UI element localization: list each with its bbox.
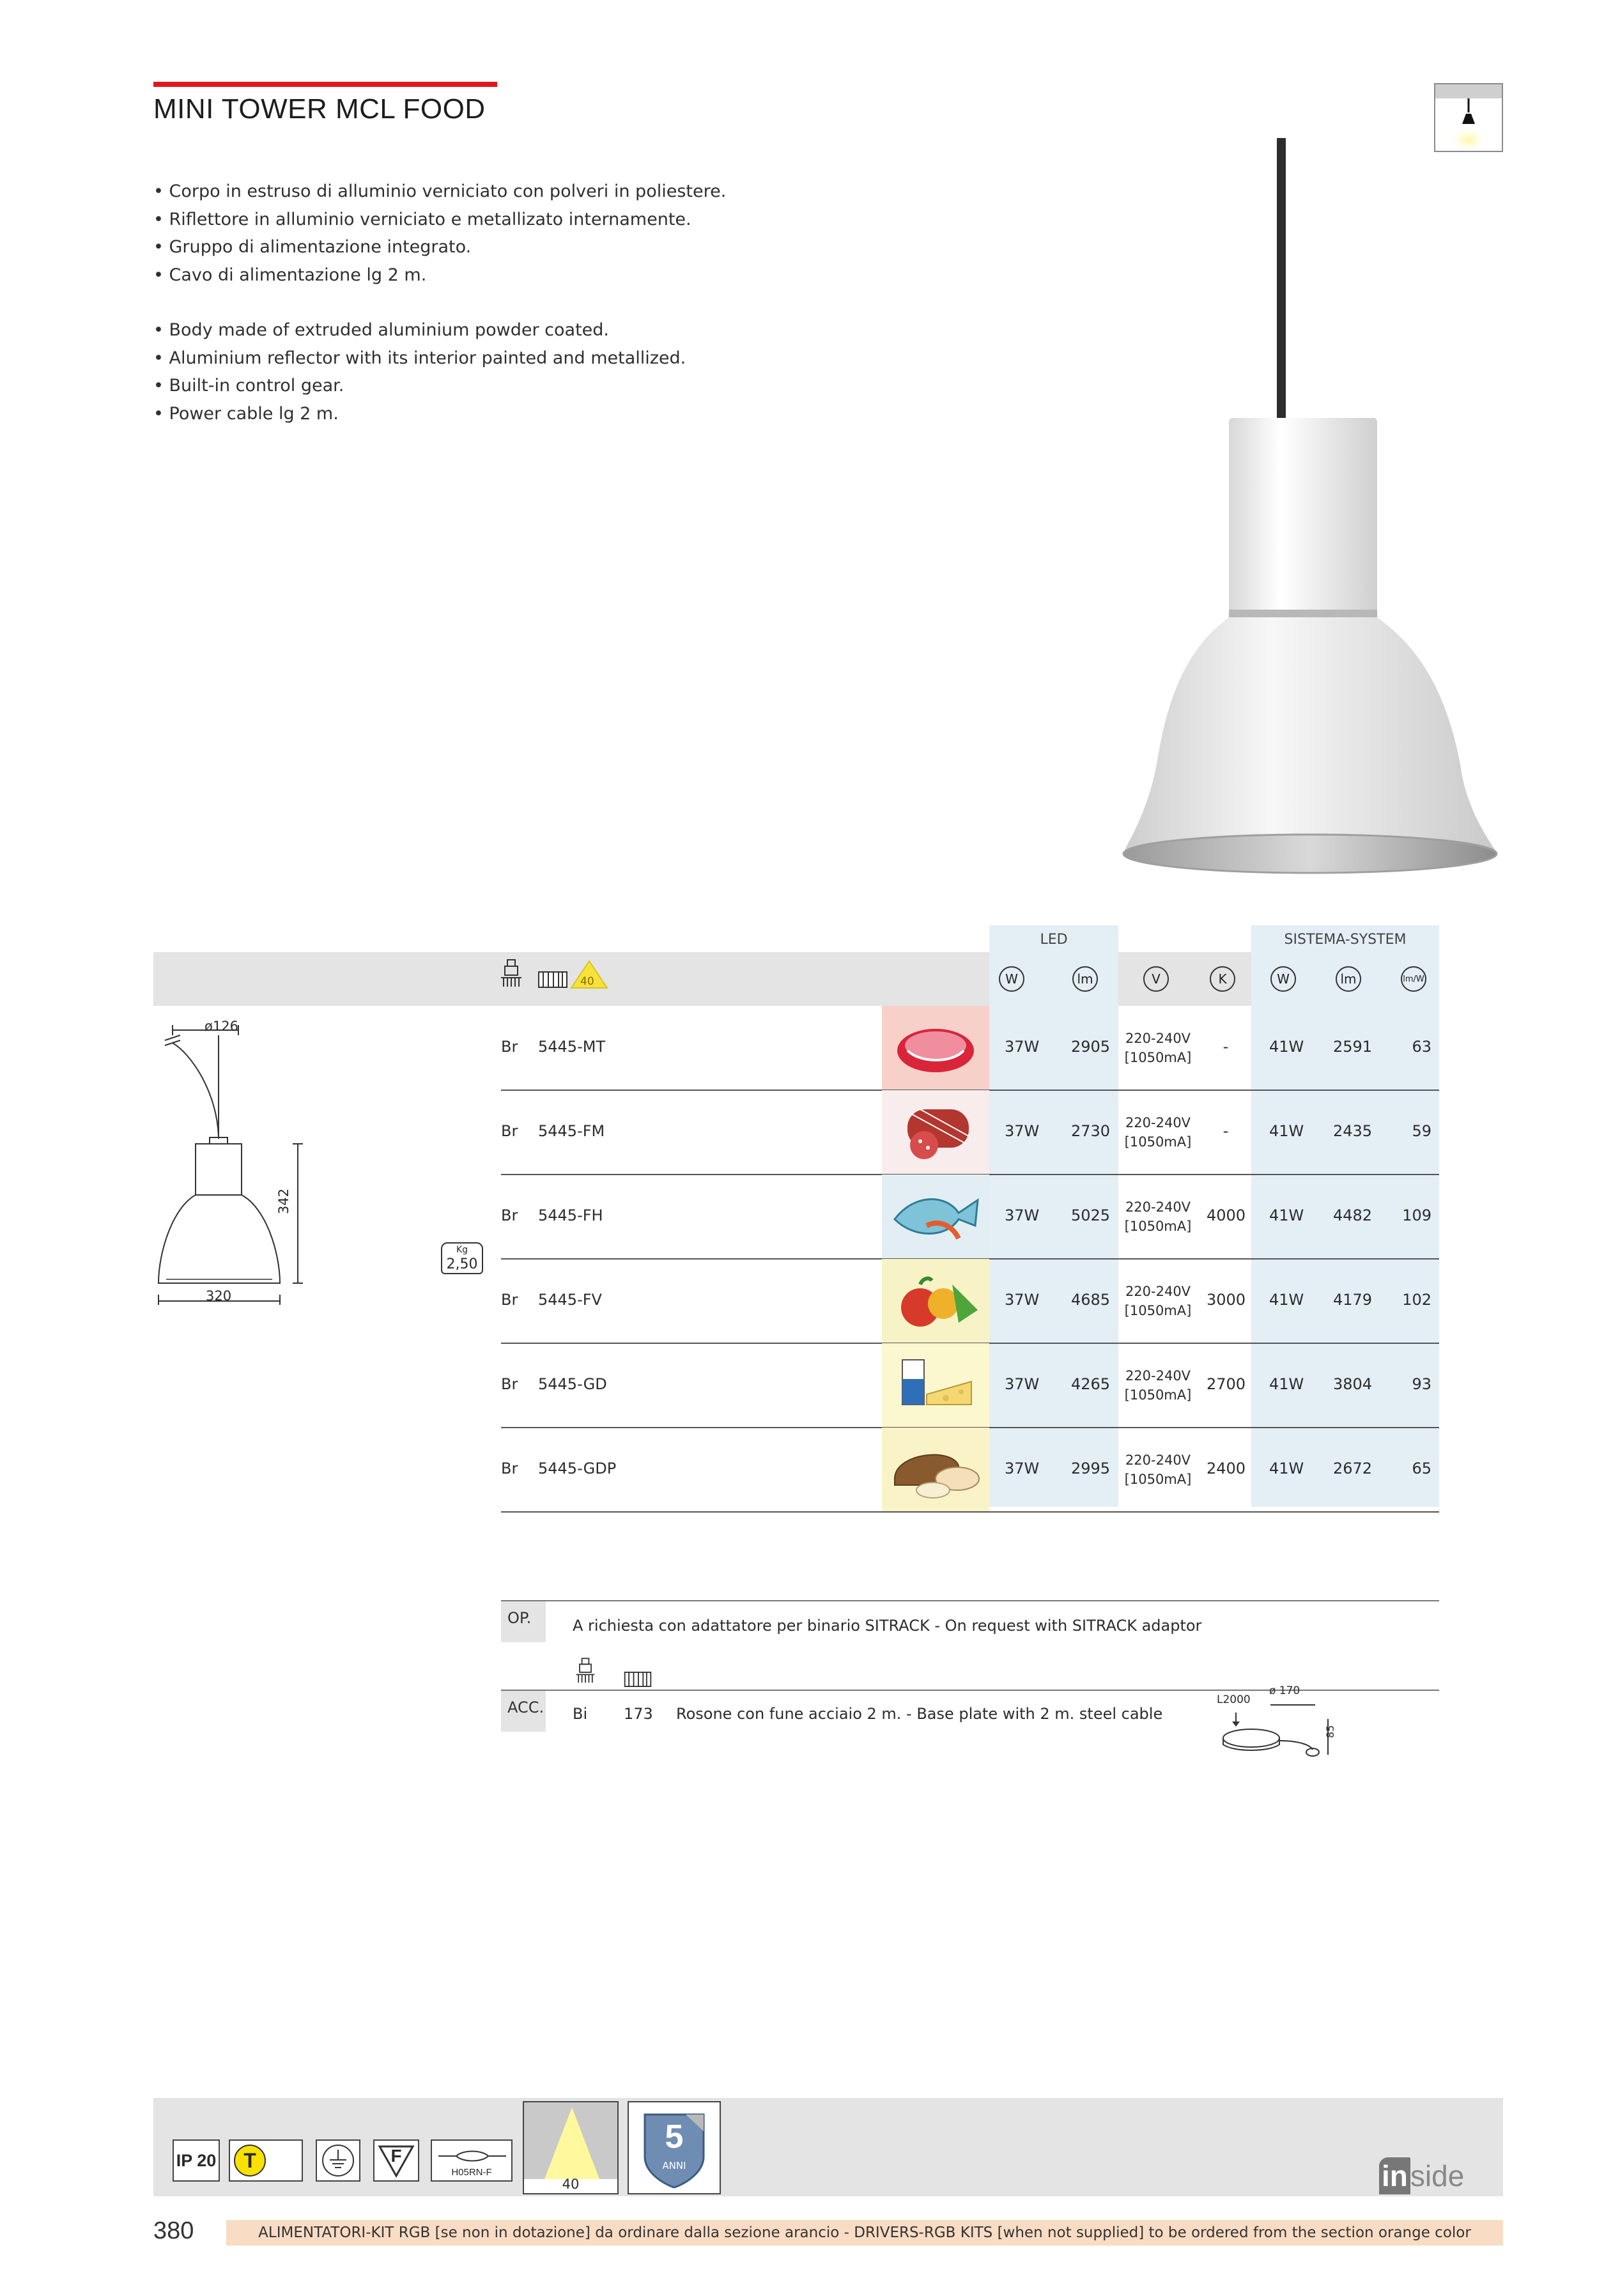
voltage-current	[1120, 1198, 1196, 1236]
system-efficacy: 63	[1412, 1038, 1431, 1056]
food-category-image	[882, 1006, 989, 1090]
description-italian	[153, 178, 726, 289]
drivers-note: ALIMENTATORI-KIT RGB [se non in dotazione] da ordinare dalla sezione arancio - DRIVERS-RGB KITS [when not supplied] to be ordered from the section orange color	[226, 2220, 1503, 2246]
color-temperature: 2400	[1207, 1460, 1246, 1477]
finish-code: Br	[501, 1038, 518, 1056]
drive-current: [1050mA]	[1124, 1387, 1192, 1403]
fish-icon	[882, 1175, 989, 1259]
warranty-years: 5	[665, 2118, 684, 2155]
voltage: 220-240V	[1125, 1199, 1191, 1215]
page-number: 380	[153, 2217, 194, 2244]
system-watt: 41W	[1269, 1375, 1304, 1393]
system-watt-icon: W	[1270, 966, 1296, 992]
f-mark-letter: F	[390, 2146, 402, 2166]
voltage-current	[1120, 1029, 1196, 1067]
system-watt: 41W	[1269, 1291, 1304, 1309]
description-line: • Riflettore in alluminio verniciato e metallizato internamente.	[153, 209, 691, 229]
accessory-description: Rosone con fune acciaio 2 m. - Base plate with 2 m. steel cable	[676, 1705, 1163, 1723]
system-watt: 41W	[1269, 1460, 1304, 1477]
product-description	[153, 178, 726, 455]
accessories-label: ACC.	[501, 1691, 546, 1732]
t-mark-icon: T	[234, 2145, 266, 2177]
product-code: 5445-MT	[538, 1038, 606, 1056]
system-group-label: SISTEMA-SYSTEM	[1284, 932, 1407, 948]
width-dimension: 320	[206, 1288, 232, 1304]
product-code: 5445-FV	[538, 1291, 602, 1309]
system-efficacy: 59	[1412, 1122, 1431, 1140]
finish-code: Br	[501, 1460, 518, 1477]
options-label: OP.	[501, 1601, 546, 1642]
ip20-badge: IP 20	[173, 2139, 220, 2182]
led-watt: 37W	[1005, 1038, 1040, 1056]
voltage-current	[1120, 1113, 1196, 1152]
finish-code: Br	[501, 1375, 518, 1393]
cable-type-badge	[431, 2139, 513, 2182]
salami-icon	[882, 1090, 989, 1175]
system-lumen: 2435	[1333, 1122, 1373, 1140]
voltage-current	[1120, 1451, 1196, 1489]
efficacy-icon: lm/W	[1401, 966, 1426, 992]
cable-type-label: H05RN-F	[451, 2167, 492, 2178]
system-watt: 41W	[1269, 1206, 1304, 1224]
voltage-current	[1120, 1282, 1196, 1320]
brand-in: in	[1379, 2157, 1410, 2194]
led-lumen: 5025	[1071, 1206, 1111, 1224]
led-watt: 37W	[1005, 1206, 1040, 1224]
accessory-code: 173	[624, 1705, 653, 1723]
system-efficacy: 65	[1412, 1460, 1431, 1477]
warranty-badge	[628, 2101, 721, 2194]
options-text: A richiesta con adattatore per binario SITRACK - On request with SITRACK adaptor	[573, 1617, 1202, 1635]
drive-current: [1050mA]	[1124, 1303, 1192, 1318]
food-category-image	[882, 1090, 989, 1175]
led-watt: 37W	[1005, 1375, 1040, 1393]
system-lumen: 4179	[1333, 1291, 1373, 1309]
led-watt: 37W	[1005, 1460, 1040, 1477]
system-lumen-icon: lm	[1336, 966, 1361, 992]
watt-icon: W	[999, 966, 1024, 992]
voltage: 220-240V	[1125, 1368, 1191, 1383]
drive-current: [1050mA]	[1124, 1472, 1192, 1487]
ground-icon	[321, 2143, 355, 2178]
drive-current: [1050mA]	[1124, 1134, 1192, 1150]
options-divider	[501, 1600, 1439, 1601]
system-lumen: 4482	[1333, 1206, 1373, 1224]
description-line: • Built-in control gear.	[153, 376, 344, 396]
led-lumen: 4685	[1071, 1291, 1111, 1309]
led-lumen: 2905	[1071, 1038, 1111, 1056]
title-accent-bar	[153, 82, 497, 87]
drive-current: [1050mA]	[1124, 1219, 1192, 1234]
led-lumen: 4265	[1071, 1375, 1111, 1393]
color-temperature: 4000	[1207, 1206, 1246, 1224]
vegetables-icon	[882, 1259, 989, 1343]
product-code: 5445-GDP	[538, 1460, 617, 1477]
dairy-icon	[882, 1343, 989, 1428]
system-lumen: 2672	[1333, 1460, 1373, 1477]
inside-brand-logo	[1379, 2157, 1464, 2194]
color-temperature: 3000	[1207, 1291, 1246, 1309]
drive-current: [1050mA]	[1124, 1050, 1192, 1065]
color-temperature: -	[1223, 1122, 1229, 1140]
product-code: 5445-GD	[538, 1375, 607, 1393]
cable-icon	[437, 2148, 507, 2164]
voltage: 220-240V	[1125, 1284, 1191, 1299]
meat-icon	[882, 1006, 989, 1090]
led-lumen: 2730	[1071, 1122, 1111, 1140]
ceiling-mount-icon	[498, 959, 524, 990]
food-category-image	[882, 1428, 989, 1512]
base-plate-height: 85	[1324, 1725, 1336, 1738]
system-lumen: 3804	[1333, 1375, 1373, 1393]
ground-symbol-badge	[316, 2139, 360, 2182]
voltage: 220-240V	[1125, 1115, 1191, 1130]
brand-side: side	[1410, 2159, 1465, 2192]
volt-icon: V	[1143, 966, 1169, 992]
finish-code: Br	[501, 1122, 518, 1140]
description-line: • Corpo in estruso di alluminio verniciato con polveri in poliestere.	[153, 181, 727, 201]
weight-unit: Kg	[456, 1245, 468, 1255]
warranty-word: ANNI	[662, 2160, 686, 2171]
driver-included-icon	[624, 1672, 652, 1687]
system-watt: 41W	[1269, 1122, 1304, 1140]
diameter-dimension: ø126	[204, 1019, 238, 1034]
color-temperature: -	[1223, 1038, 1229, 1056]
weight-badge	[441, 1242, 483, 1274]
product-title: MINI TOWER MCL FOOD	[153, 93, 486, 125]
system-watt: 41W	[1269, 1038, 1304, 1056]
system-efficacy: 102	[1402, 1291, 1431, 1309]
finish-code: Br	[501, 1291, 518, 1309]
led-watt: 37W	[1005, 1122, 1040, 1140]
finish-code: Br	[501, 1206, 518, 1224]
base-plate-length: L2000	[1217, 1693, 1251, 1706]
led-lumen: 2995	[1071, 1460, 1111, 1477]
row-divider	[501, 1511, 1439, 1513]
description-english	[153, 316, 726, 428]
color-temperature: 2700	[1207, 1375, 1246, 1393]
f-mark-badge	[373, 2139, 419, 2182]
description-line: • Power cable lg 2 m.	[153, 403, 339, 424]
product-photo	[1112, 138, 1521, 879]
beam-angle-label: 40	[562, 2177, 580, 2192]
t-mark-badge	[229, 2139, 303, 2182]
food-category-image	[882, 1343, 989, 1428]
description-line: • Gruppo di alimentazione integrato.	[153, 237, 472, 257]
food-category-image	[882, 1175, 989, 1259]
description-line: • Cavo di alimentazione lg 2 m.	[153, 265, 427, 285]
base-plate-diameter: ø 170	[1269, 1684, 1300, 1697]
voltage: 220-240V	[1125, 1031, 1191, 1046]
driver-included-icon	[538, 971, 567, 988]
description-line: • Aluminium reflector with its interior painted and metallized.	[153, 348, 686, 368]
lumen-icon: lm	[1072, 966, 1098, 992]
product-code: 5445-FH	[538, 1206, 603, 1224]
led-watt: 37W	[1005, 1291, 1040, 1309]
voltage-current	[1120, 1366, 1196, 1405]
height-dimension: 342	[276, 1188, 291, 1214]
table-header-band	[153, 952, 1439, 1006]
beam-angle-badge	[523, 2101, 619, 2194]
system-lumen: 2591	[1333, 1038, 1373, 1056]
technical-drawing	[153, 1016, 307, 1310]
system-efficacy: 93	[1412, 1375, 1431, 1393]
bread-icon	[882, 1428, 989, 1512]
beam-angle-value: 40	[580, 975, 594, 988]
system-efficacy: 109	[1402, 1206, 1431, 1224]
product-code: 5445-FM	[538, 1122, 605, 1140]
weight-value: 2,50	[446, 1256, 478, 1272]
voltage: 220-240V	[1125, 1452, 1191, 1468]
description-line: • Body made of extruded aluminium powder coated.	[153, 320, 609, 340]
kelvin-icon: K	[1210, 966, 1235, 992]
food-category-image	[882, 1259, 989, 1343]
led-group-label: LED	[1040, 932, 1068, 948]
ceiling-mount-icon	[574, 1655, 597, 1688]
accessory-finish: Bi	[573, 1705, 588, 1723]
